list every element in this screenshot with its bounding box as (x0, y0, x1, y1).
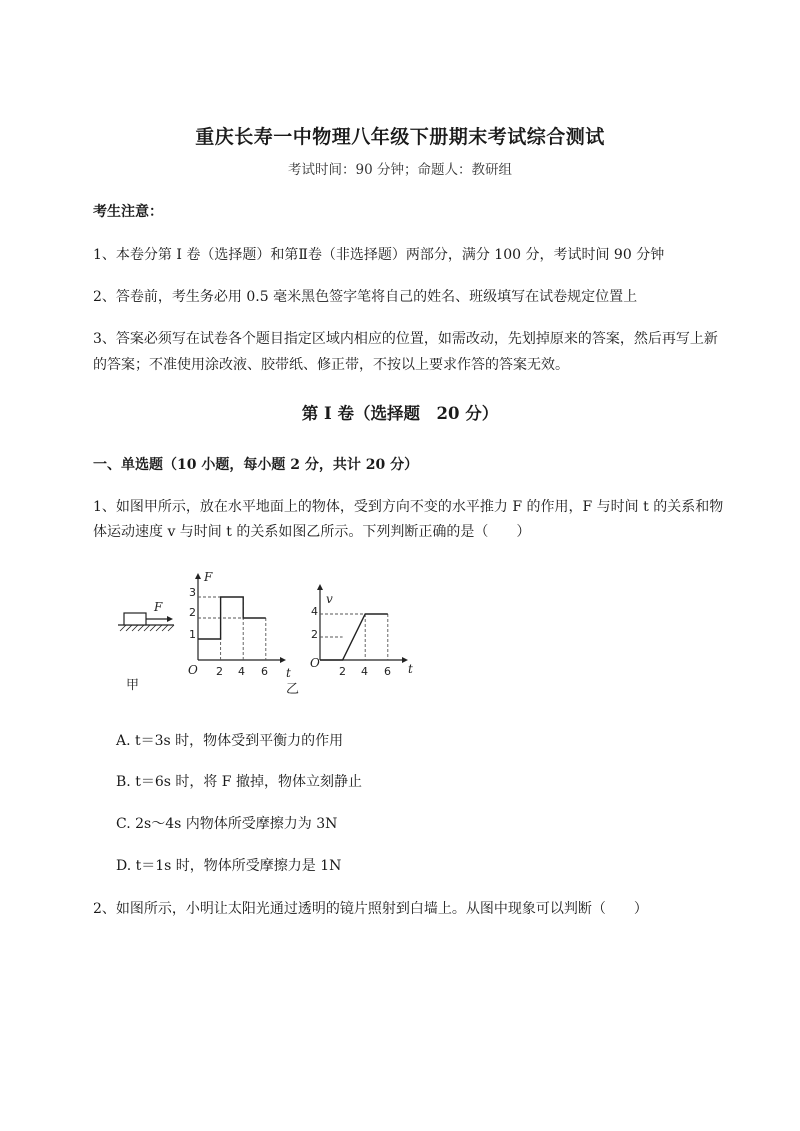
section-title: 第 I 卷（选择题 20 分） (301, 404, 499, 423)
notice-item-1: 1、本卷分第 I 卷（选择题）和第Ⅱ卷（非选择题）两部分，满分 100 分，考试时间 90 分钟 (93, 247, 665, 263)
notice-heading: 考生注意： (93, 204, 163, 220)
f-t-axis-label: t (286, 666, 291, 680)
option-a[interactable]: A. t＝3s 时，物体受到平衡力的作用 (116, 733, 344, 749)
figure-jia (118, 600, 174, 693)
t-tick: 6 (384, 665, 391, 678)
f-tick: 1 (189, 628, 196, 641)
force-label: F (154, 600, 163, 614)
notice-item-3-line-2: 的答案；不准使用涂改液、胶带纸、修正带，不按以上要求作答的答案无效。 (93, 357, 569, 373)
v-t-graph (310, 584, 413, 678)
f-axis-label: F (204, 570, 213, 584)
question-1-line-2: 体运动速度 v 与时间 t 的关系如图乙所示。下列判断正确的是（ ） (93, 524, 531, 540)
page-title: 重庆长寿一中物理八年级下册期末考试综合测试 (195, 126, 605, 148)
figure-svg (112, 565, 422, 710)
v-t-origin: O (310, 656, 320, 670)
v-t-axis-label: t (408, 662, 413, 676)
f-tick: 2 (189, 606, 196, 619)
f-tick: 3 (189, 586, 196, 599)
t-tick: 4 (238, 665, 245, 678)
f-t-graph (188, 570, 299, 697)
option-d[interactable]: D. t＝1s 时，物体所受摩擦力是 1N (116, 858, 342, 874)
f-t-origin: O (188, 663, 198, 677)
label-yi: 乙 (286, 682, 300, 697)
part-heading: 一、单选题（10 小题，每小题 2 分，共计 20 分） (93, 457, 419, 473)
question-1-figure (112, 565, 422, 710)
question-2-line-1: 2、如图所示，小明让太阳光通过透明的镜片照射到白墙上。从图中现象可以判断（ ） (93, 901, 648, 917)
t-tick: 2 (216, 665, 223, 678)
t-tick: 6 (261, 665, 268, 678)
f-ticks (189, 586, 268, 678)
option-c[interactable]: C. 2s～4s 内物体所受摩擦力为 3N (116, 816, 338, 832)
label-jia: 甲 (126, 678, 140, 693)
notice-item-3-line-1: 3、答案必须写在试卷各个题目指定区域内相应的位置，如需改动，先划掉原来的答案，然后再写上新 (93, 331, 718, 347)
notice-item-2: 2、答卷前，考生务必用 0.5 毫米黑色签字笔将自己的姓名、班级填写在试卷规定位置上 (93, 289, 638, 305)
v-tick: 2 (311, 628, 318, 641)
t-tick: 4 (361, 665, 368, 678)
exam-info: 考试时间：90 分钟；命题人：教研组 (288, 162, 512, 178)
block-shape (124, 613, 146, 625)
v-tick: 4 (311, 605, 318, 618)
v-axis-label: v (326, 592, 333, 606)
t-tick: 2 (339, 665, 346, 678)
option-b[interactable]: B. t＝6s 时，将 F 撤掉，物体立刻静止 (116, 774, 362, 790)
question-1-line-1: 1、如图甲所示，放在水平地面上的物体，受到方向不变的水平推力 F 的作用，F 与时间 t 的关系和物 (93, 499, 724, 515)
